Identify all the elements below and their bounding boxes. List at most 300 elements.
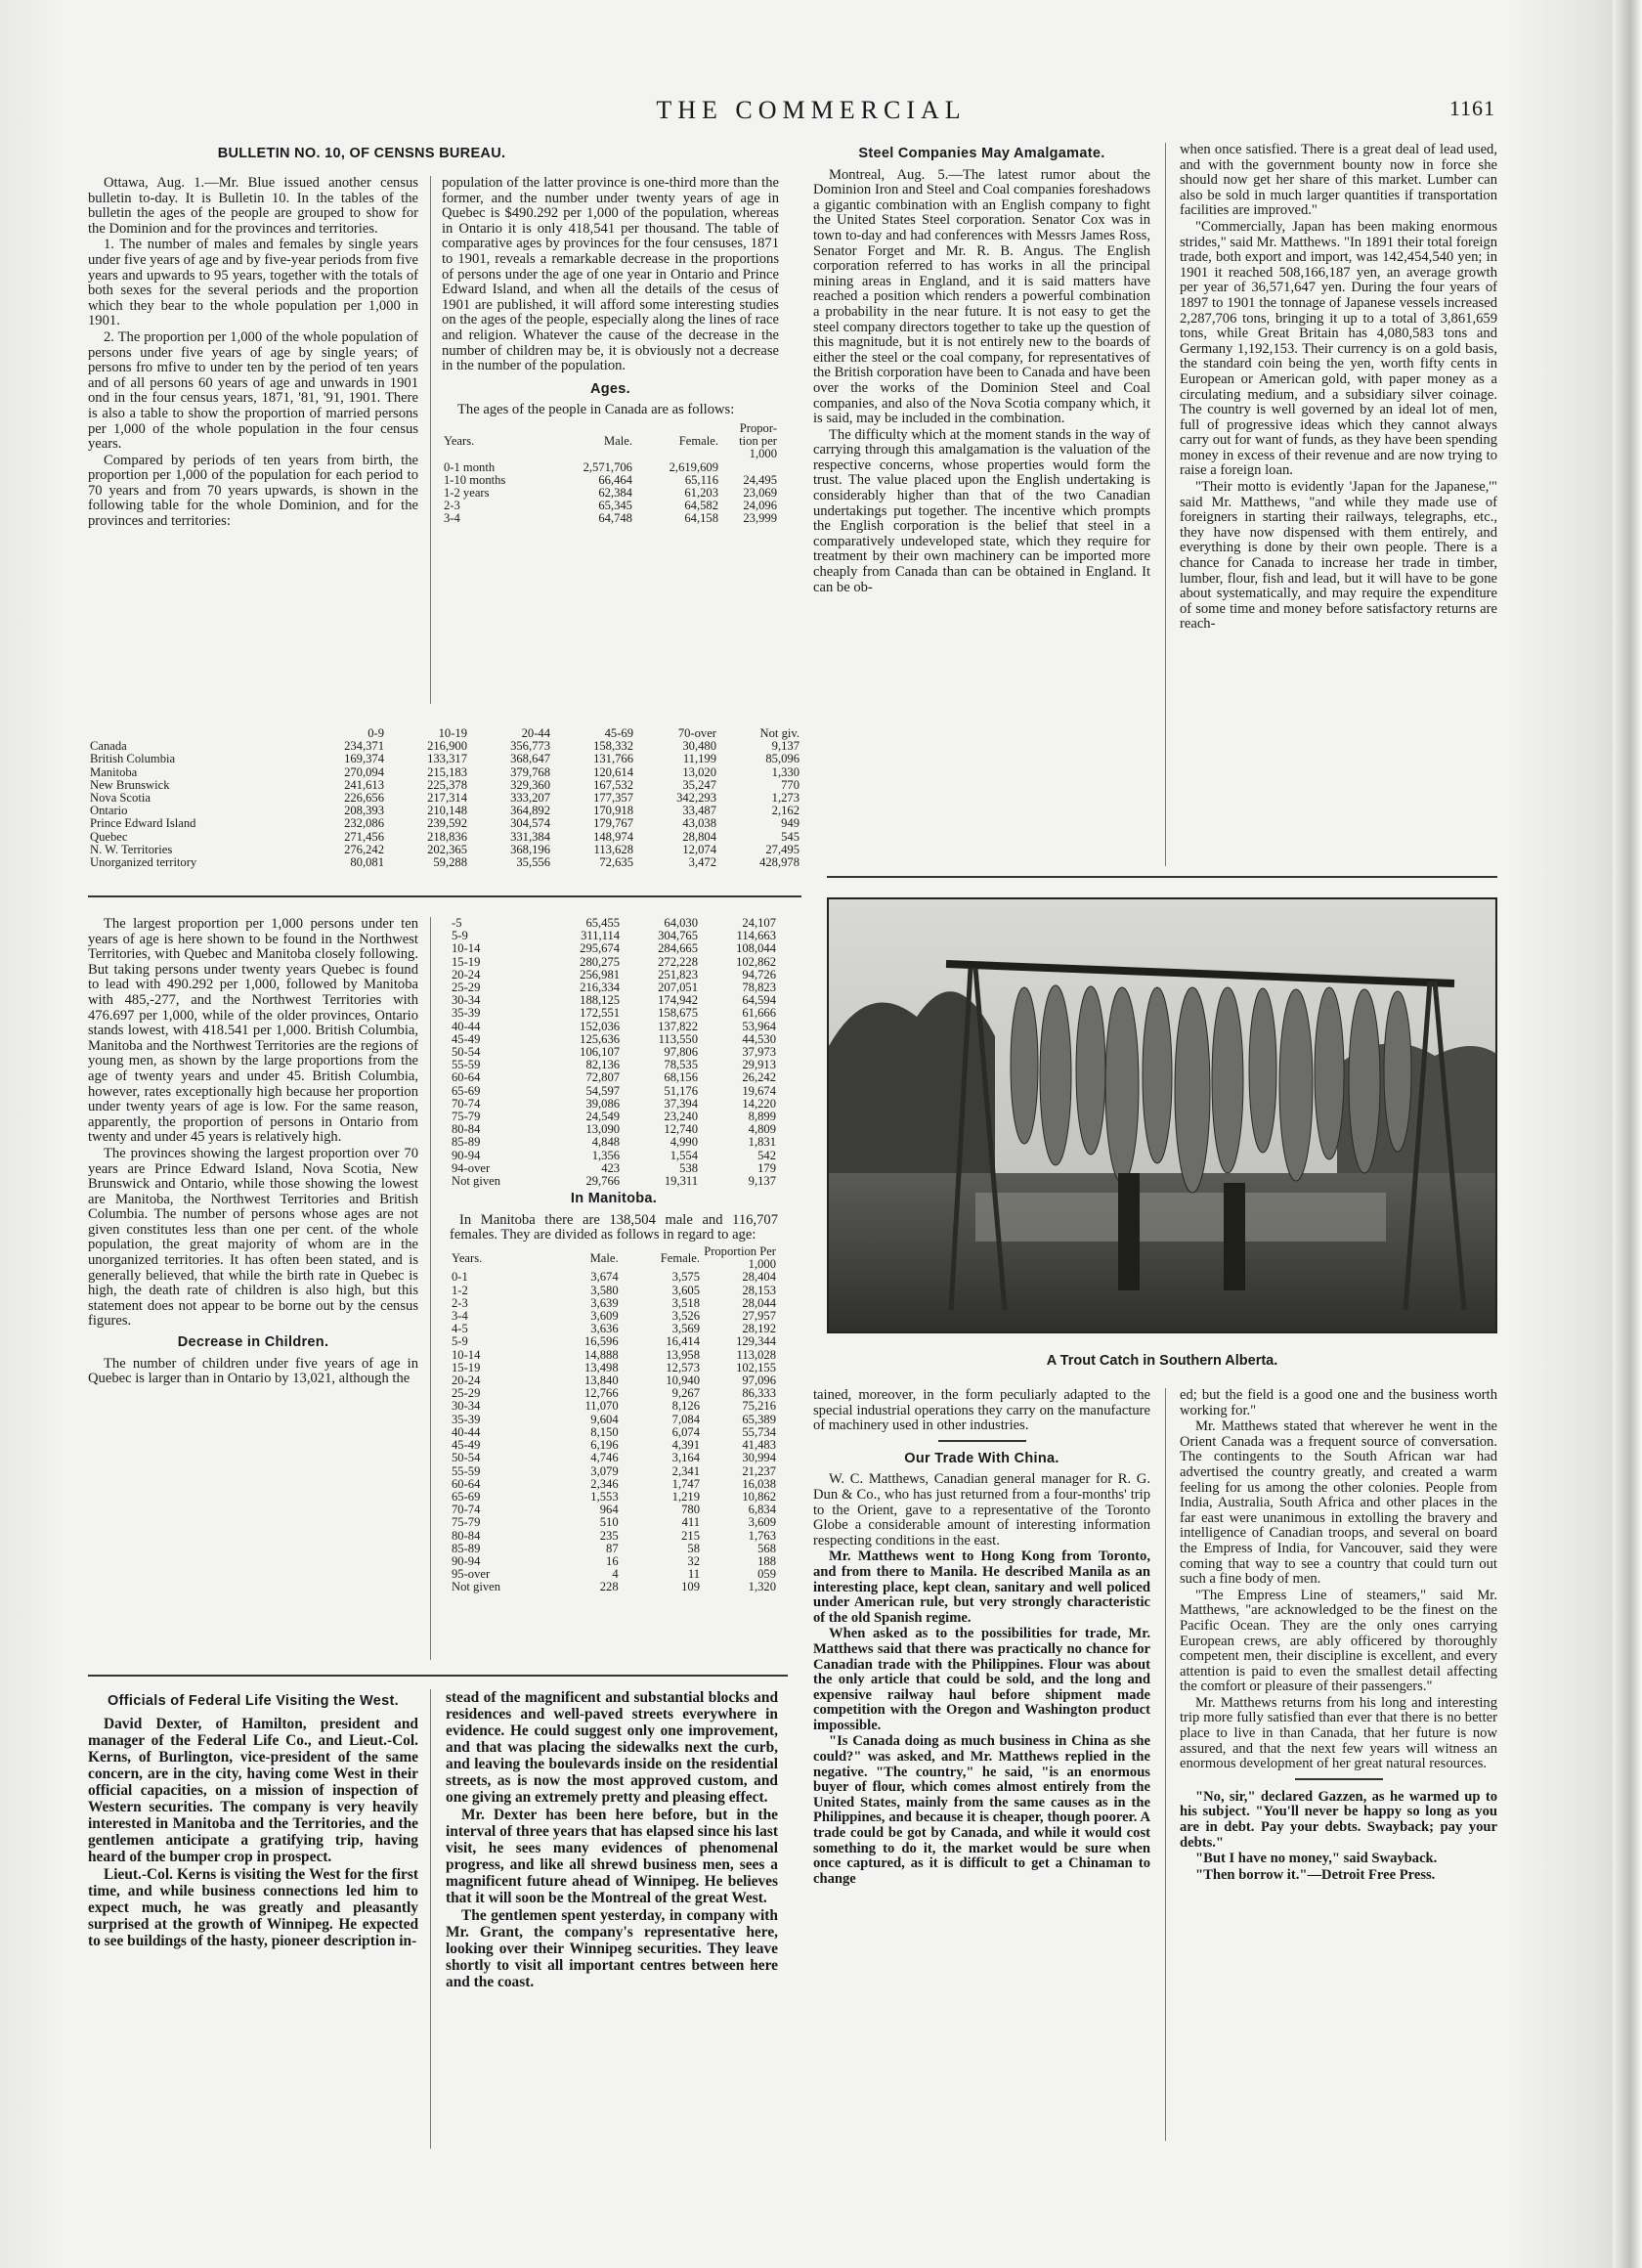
table-cell: 256,981 <box>580 967 621 981</box>
table-cell: 13,020 <box>682 764 716 779</box>
row-label: 45-49 <box>452 1031 481 1046</box>
table-cell: 11 <box>687 1567 700 1582</box>
table-cell: 27,495 <box>765 842 799 856</box>
table-cell: 234,371 <box>344 739 384 754</box>
table-cell: 13,090 <box>585 1122 621 1137</box>
row-label: 20-24 <box>452 1374 481 1388</box>
provinces-table <box>88 727 801 869</box>
table-cell: 2,571,706 <box>583 459 632 474</box>
column-header: 10-19 <box>438 726 467 740</box>
table-cell: 215 <box>681 1528 700 1543</box>
table-cell: 210,148 <box>427 804 467 818</box>
table-cell: 24,549 <box>585 1110 621 1124</box>
table-cell: 113,028 <box>736 1347 776 1362</box>
census-paragraph: 2. The proportion per 1,000 of the whole population of persons under five years of age by single years; of persons fro mfive to under ten by the period of ten years and of all persons 60 years of age and unwards in 1901 ond in the four census years, 1871, '81, '91, 1901. There is also a table to show the proportion of married persons per 1,000 of the whole population in the four census years. <box>88 328 418 453</box>
row-label: British Columbia <box>90 752 176 766</box>
table-cell: 37,394 <box>664 1096 699 1111</box>
table-cell: 32 <box>687 1553 700 1568</box>
column-header: 0-9 <box>367 726 384 740</box>
row-label: 35-39 <box>452 1006 481 1021</box>
table-row <box>450 1136 778 1149</box>
table-cell: 27,957 <box>742 1309 776 1324</box>
table-cell: 33,487 <box>682 804 716 818</box>
table-row <box>442 512 779 525</box>
table-cell: 3,526 <box>671 1309 700 1324</box>
table-header-row <box>450 1245 778 1271</box>
table-cell: 23,069 <box>743 485 777 500</box>
table-cell: 217,314 <box>427 791 467 806</box>
table-cell: 172,551 <box>580 1006 621 1021</box>
column-divider <box>430 1689 431 2149</box>
table-cell: 9,137 <box>748 1174 776 1189</box>
row-label: 10-14 <box>452 1347 481 1362</box>
column-header: 45-69 <box>604 726 633 740</box>
table-cell: 4,391 <box>671 1438 700 1453</box>
table-cell <box>720 461 779 474</box>
table-row <box>88 817 801 830</box>
column-divider <box>1165 143 1166 866</box>
census-column-1 <box>88 176 418 531</box>
table-cell: 13,840 <box>584 1374 619 1388</box>
table-cell: 225,378 <box>427 777 467 792</box>
table-cell: 65,345 <box>598 499 632 513</box>
table-cell: 66,464 <box>598 472 632 487</box>
table-cell: 169,374 <box>344 752 384 766</box>
row-label: 1-2 <box>452 1283 468 1297</box>
row-label: 1-2 years <box>444 485 490 500</box>
row-label: 1-10 months <box>444 472 506 487</box>
table-cell: 19,311 <box>664 1174 699 1189</box>
matthews-paragraph: "The Empress Line of steamers," said Mr. Matthews, "are acknowledged to be the finest on the Pacific Ocean. They are the only ones carrying European crews, are ably officered by thoroughly competent men, their discipline is excellent, and every attention is paid to even the smallest detail affecting the comfort or pleasure of their passengers." <box>1180 1587 1497 1695</box>
table-cell: 271,456 <box>344 829 384 844</box>
table-cell: 102,155 <box>736 1360 776 1374</box>
row-label: Nova Scotia <box>90 791 151 806</box>
row-label: 65-69 <box>452 1083 481 1098</box>
table-cell: 10,862 <box>742 1489 776 1504</box>
table-cell: 4 <box>612 1567 619 1582</box>
table-row <box>450 1478 778 1491</box>
table-row <box>450 1543 778 1555</box>
table-cell: 276,242 <box>344 842 384 856</box>
table-cell: 304,765 <box>658 929 699 943</box>
table-cell: 137,822 <box>658 1019 699 1033</box>
canada-ages-table <box>450 917 778 1188</box>
china-paragraph: "Is Canada doing as much business in China as she could?" was asked, and Mr. Matthews replied in the negative. "The country," he said, "is an enormous buyer of flour, which comes almost entirely from the United States, mainly from the same causes as in the Philippines, and because it is cheaper, though poorer. A trade could be got by Canada, and while it would cost something to do it, the market would be sure when once captured, as it is difficult to get a Chinaman to change <box>813 1733 1150 1887</box>
table-row <box>450 1175 778 1188</box>
table-row <box>450 1452 778 1464</box>
table-cell: 86,333 <box>742 1386 776 1401</box>
table-cell: 1,320 <box>748 1580 776 1594</box>
table-cell: 61,203 <box>684 485 718 500</box>
table-cell: 55,734 <box>742 1424 776 1439</box>
column-divider <box>1165 1388 1166 2141</box>
table-cell: 331,384 <box>510 829 550 844</box>
table-cell: 538 <box>679 1160 699 1175</box>
table-row <box>88 753 801 765</box>
row-label: 55-59 <box>452 1463 481 1478</box>
table-cell: 30,480 <box>682 739 716 754</box>
table-cell: 218,836 <box>427 829 467 844</box>
table-cell: 251,823 <box>658 967 699 981</box>
table-cell: 207,051 <box>658 981 699 995</box>
table-cell: 167,532 <box>593 777 633 792</box>
table-cell: 158,332 <box>593 739 633 754</box>
table-cell: 4,848 <box>591 1135 621 1150</box>
table-cell: 53,964 <box>742 1019 776 1033</box>
row-label: Quebec <box>90 829 128 844</box>
table-cell: 270,094 <box>344 764 384 779</box>
row-label: 50-54 <box>452 1045 481 1060</box>
table-cell: 235 <box>599 1528 619 1543</box>
table-cell: 356,773 <box>510 739 550 754</box>
table-row <box>450 1085 778 1098</box>
row-label: 30-34 <box>452 1399 481 1414</box>
table-cell: 43,038 <box>682 816 716 831</box>
table-row <box>450 1530 778 1543</box>
row-label: 94-over <box>452 1160 491 1175</box>
table-cell: 65,116 <box>684 472 718 487</box>
table-cell: 428,978 <box>759 855 799 870</box>
table-row <box>442 461 779 474</box>
table-cell: 11,070 <box>584 1399 619 1414</box>
row-label: 0-1 <box>452 1270 468 1285</box>
table-cell: 228 <box>599 1580 619 1594</box>
table-cell: 542 <box>757 1148 776 1162</box>
table-cell: 1,831 <box>748 1135 776 1150</box>
table-cell: 13,498 <box>584 1360 619 1374</box>
table-cell: 35,247 <box>682 777 716 792</box>
table-cell: 2,346 <box>590 1476 619 1491</box>
column-divider <box>430 176 431 704</box>
row-label: 45-49 <box>452 1438 481 1453</box>
row-label: 3-4 <box>452 1309 468 1324</box>
decrease-heading: Decrease in Children. <box>177 1334 329 1351</box>
matthews-paragraph: Mr. Matthews stated that wherever he went in the Orient Canada was a frequent source of conversation. The contingents to the South African war had advertised the country greatly, and created a warm feeling for us among the other colonies. People from India, Australia, South Africa and other places in the far east were unanimous in extolling the bravery and intelligence of Canadian troops, and several on board the Empress of India, for Vancouver, said they were coming that way to see a country that could turn out such a fine body of men. <box>1180 1418 1497 1588</box>
table-cell: 37,973 <box>742 1045 776 1060</box>
table-cell: 35,556 <box>516 855 550 870</box>
table-cell: 3,079 <box>590 1463 619 1478</box>
table-cell: 9,604 <box>590 1412 619 1426</box>
table-cell: 216,334 <box>580 981 621 995</box>
column-header: Years. <box>452 1250 483 1265</box>
census-paragraph: Compared by periods of ten years from birth, the proportion per 1,000 of the population for each period to 70 years and from 70 years upwards, is shown in the following table for the whole Dominion, and for the provinces and territories: <box>88 452 418 530</box>
steel-heading: Steel Companies May Amalgamate. <box>858 146 1105 161</box>
photo-caption: A Trout Catch in Southern Alberta. <box>1046 1353 1278 1369</box>
gazzen-paragraph: "Then borrow it."—Detroit Free Press. <box>1195 1866 1436 1883</box>
china-column <box>813 1388 1150 1888</box>
row-label: 90-94 <box>452 1148 481 1162</box>
table-cell: 97,096 <box>742 1374 776 1388</box>
row-label: 40-44 <box>452 1019 481 1033</box>
table-cell: 23,999 <box>743 511 777 526</box>
japan-paragraph: when once satisfied. There is a great deal of lead used, and with the government bounty now in force she should now get her share of this market. Lumber can also be sold in much larger quantities if transportation facilities are improved." <box>1180 142 1497 219</box>
table-cell: 174,942 <box>658 993 699 1008</box>
table-cell: 3,569 <box>671 1322 700 1336</box>
table-row <box>450 1516 778 1529</box>
table-cell: 125,636 <box>580 1031 621 1046</box>
census-paragraph: 1. The number of males and females by single years under five years of age and by five-year periods from five years and upwards to 95 years, together with the totals of both sexes for the several periods and the proportion which they bear to the whole population per 1,000 in 1901. <box>88 237 418 329</box>
section-rule <box>88 1675 788 1677</box>
table-cell: 58 <box>687 1541 700 1555</box>
china-paragraph: Mr. Matthews went to Hong Kong from Toronto, and from there to Manila. He described Manila as an interesting place, kept clean, sanitary and well policed under American rule, but very strongly characteristic of the old Spanish regime. <box>813 1548 1150 1626</box>
table-cell: 29,913 <box>742 1058 776 1072</box>
table-cell: 226,656 <box>344 791 384 806</box>
table-cell: 6,196 <box>590 1438 619 1453</box>
row-label: 5-9 <box>452 929 468 943</box>
table-row <box>450 956 778 969</box>
table-cell: 3,580 <box>590 1283 619 1297</box>
table-cell: 12,074 <box>682 842 716 856</box>
table-row <box>450 1414 778 1426</box>
section-rule <box>827 876 1497 878</box>
table-cell: 54,597 <box>585 1083 621 1098</box>
steel-continuation: tained, moreover, in the form peculiarly adapted to the special industrial operations they carry on the manufacture of machinery used in other industries. <box>813 1387 1150 1434</box>
ages-table <box>442 422 779 526</box>
table-row <box>442 474 779 487</box>
table-cell: 80,081 <box>350 855 384 870</box>
matthews-paragraph: ed; but the field is a good one and the business worth working for." <box>1180 1387 1497 1418</box>
row-label: 25-29 <box>452 1386 481 1401</box>
table-cell: 329,360 <box>510 777 550 792</box>
table-cell: 3,609 <box>590 1309 619 1324</box>
table-cell: 177,357 <box>593 791 633 806</box>
row-label: 5-9 <box>452 1334 468 1349</box>
table-cell: 2,341 <box>671 1463 700 1478</box>
table-cell: 179 <box>757 1160 776 1175</box>
row-label: 3-4 <box>444 511 460 526</box>
manitoba-intro: In Manitoba there are 138,504 male and 116,707 females. They are divided as follows in regard to age: <box>450 1211 778 1243</box>
table-cell: 23,240 <box>664 1110 699 1124</box>
table-cell: 4,746 <box>590 1451 619 1465</box>
table-cell: 131,766 <box>593 752 633 766</box>
table-cell: 62,384 <box>598 485 632 500</box>
row-label: N. W. Territories <box>90 842 173 856</box>
table-cell: 64,748 <box>598 511 632 526</box>
row-label: 65-69 <box>452 1489 481 1504</box>
china-heading: Our Trade With China. <box>904 1450 1059 1466</box>
table-cell: 114,663 <box>736 929 776 943</box>
japan-paragraph: "Commercially, Japan has been making enormous strides," said Mr. Matthews. "In 1891 their total foreign trade, both export and import, was 142,454,540 yen; in 1901 it reached 508,166,187 yen, an average growth per year of 36,571,647 yen. During the four years of 1897 to 1901 the tonnage of Japanese vessels increased 2,287,706 tons, bringing it up to a total of 3,861,659 tons, while Great Britain has 4,080,583 tons and Germany 1,192,153. Their currency is on a gold basis, the standard coin being the yen, worth fifty cents in European or American gold, with paper money as a circulating medium, and a subsidiary silver coinage. The country is well governed by an ideal lot of men, full of progressive ideas which they cannot always carry out for want of funds, as they have been spending money in excess of their revenue and are now trying to raise a foreign loan. <box>1180 218 1497 479</box>
table-cell: 4,990 <box>670 1135 699 1150</box>
table-cell: 72,807 <box>585 1070 621 1085</box>
table-cell: 964 <box>599 1503 619 1517</box>
census-paragraph: population of the latter province is one-third more than the former, and the number under twenty years of age in Quebec is $490.292 per 1,000 of the population, whereas in Ontario it is only 418,541 per thousand. The table of comparative ages by provinces for the four censuses, 1871 to 1901, reveals a remarkable decrease in the proportions of persons under the age of one year in Ontario and Prince Edward Island, and when all the details of the cesus of 1901 are published, it will afford some interesting studies on the ages of the people, especially along the lines of race and religion. Whatever the cause of the decrease in the number of children may be, it is obviously not a decrease in the number of the population. <box>442 175 779 374</box>
table-cell: 158,675 <box>658 1006 699 1021</box>
table-cell: 295,674 <box>580 941 621 956</box>
table-cell: 284,665 <box>658 941 699 956</box>
column-header: 20-44 <box>521 726 550 740</box>
table-cell: 3,636 <box>590 1322 619 1336</box>
column-header: Not giv. <box>759 726 799 740</box>
table-cell: 3,518 <box>671 1295 700 1310</box>
table-cell: 1,273 <box>771 791 799 806</box>
table-cell: 94,726 <box>742 967 776 981</box>
steel-column <box>813 143 1150 596</box>
table-cell: 3,472 <box>688 855 716 870</box>
table-cell: 6,074 <box>671 1424 700 1439</box>
column-divider <box>430 917 431 1660</box>
table-row <box>450 1007 778 1020</box>
photo-illustration <box>829 899 1497 1333</box>
table-cell: 28,404 <box>742 1270 776 1285</box>
table-cell: 65,389 <box>742 1412 776 1426</box>
ages-intro: The ages of the people in Canada are as follows: <box>457 402 735 418</box>
table-cell: 2,162 <box>771 804 799 818</box>
proportion-column <box>88 917 418 1388</box>
table-cell: 51,176 <box>664 1083 699 1098</box>
table-cell: 44,530 <box>742 1031 776 1046</box>
article-separator <box>938 1440 1026 1442</box>
table-cell: 780 <box>681 1503 700 1517</box>
table-cell: 949 <box>781 816 799 831</box>
table-cell: 14,220 <box>742 1096 776 1111</box>
table-cell: 4,809 <box>748 1122 776 1137</box>
row-label: 0-1 month <box>444 459 496 474</box>
census-heading: BULLETIN NO. 10, OF CENSNS BUREAU. <box>217 146 506 161</box>
table-cell: 239,592 <box>427 816 467 831</box>
table-cell: 68,156 <box>664 1070 699 1085</box>
steel-paragraph: Montreal, Aug. 5.—The latest rumor about the Dominion Iron and Steel and Coal companies foreshadows a gigantic combination with an English company to fight the United States Steel corporation. Senator Cox was in town to-day and had conferences with Messrs James Ross, Senator Forget and Mr. R. B. Angus. The English corporation referred to has works in all the principal mining areas in England, and it is said matters have reached a position which renders a powerful combination a probability in the near future. It is not easy to get the steel company directors together to take up the question of this magnitude, but it is not entirely new to the boards of either the steel or the coal company, for representatives of the British corporation have been to Canada and have been over the works of the Dominion Steel and Coal companies, and also of the Nova Scotia company which, it is said, may be included in the combination. <box>813 166 1150 427</box>
section-rule <box>88 895 801 897</box>
table-cell: 64,030 <box>664 916 699 930</box>
row-label: New Brunswick <box>90 777 170 792</box>
table-cell: 8,899 <box>748 1110 776 1124</box>
table-cell: 215,183 <box>427 764 467 779</box>
table-cell: 8,150 <box>590 1424 619 1439</box>
federal-paragraph: Lieut.-Col. Kerns is visiting the West for the first time, and while business connections led him to expect much, he was greatly and pleasantly surprised at the growth of Winnipeg. He expected to see buildings of the hasty, pioneer description in- <box>88 1866 418 1949</box>
row-label: Ontario <box>90 804 128 818</box>
masthead-title: THE COMMERCIAL <box>656 96 967 124</box>
ages-heading: Ages. <box>590 380 630 397</box>
row-label: 75-79 <box>452 1515 481 1530</box>
row-label: 40-44 <box>452 1424 481 1439</box>
federal-heading: Officials of Federal Life Visiting the West. <box>108 1693 399 1709</box>
gazzen-paragraph: "But I have no money," said Swayback. <box>1195 1851 1438 1867</box>
table-cell: 87 <box>606 1541 619 1555</box>
table-cell: 568 <box>757 1541 776 1555</box>
table-cell: 148,974 <box>593 829 633 844</box>
table-cell: 9,267 <box>671 1386 700 1401</box>
table-cell: 423 <box>601 1160 621 1175</box>
table-cell: 179,767 <box>593 816 633 831</box>
row-label: 70-74 <box>452 1503 481 1517</box>
proportion-paragraph: The largest proportion per 1,000 persons under ten years of age is here shown to be found in the Northwest Territories, with Quebec and Manitoba closely following. But taking persons under twenty years Quebec is found to lead with 490.292 per 1,000, followed by Manitoba with 485,-277, and the Northwest Territories with 476.697 per 1,000, while of the older provinces, Ontario stands lowest, with 418.541 per 1,000. British Columbia, Manitoba and the Northwest Territories are the regions of young men, as shown by the large proportions from the age of twenty years and under 45. British Columbia, however, rates exceptionally high because her proportion under twenty years of age is low. For the same reason, apparently, the proportion of persons in Ontario from twenty and under 45 years is relatively high. <box>88 916 418 1146</box>
row-label: 30-34 <box>452 993 481 1008</box>
table-cell: 304,574 <box>510 816 550 831</box>
japan-paragraph: "Their motto is evidently 'Japan for the Japanese,'" said Mr. Matthews, "and while they made use of foreigners in starting their railways, telegraphs, etc., they have now dispensed with them entirely, and everything is done by their own people. There is a chance for Canada to increase her trade in timber, lumber, flour, fish and lead, but it will have to be gone about systematically, and may require the expenditure of some time and money before satisfactory returns are reach- <box>1180 479 1497 632</box>
row-label: 95-over <box>452 1567 491 1582</box>
last-column <box>1180 1388 1497 1884</box>
table-cell: 1,554 <box>670 1148 699 1162</box>
row-label: Not given <box>452 1580 501 1594</box>
table-cell: 120,614 <box>593 764 633 779</box>
manitoba-table <box>450 1245 778 1593</box>
table-cell: 64,594 <box>742 993 776 1008</box>
table-cell: 510 <box>599 1515 619 1530</box>
table-row <box>450 942 778 955</box>
table-cell: 64,582 <box>684 499 718 513</box>
row-label: 80-84 <box>452 1122 481 1137</box>
federal-column-2 <box>446 1689 778 1991</box>
china-paragraph: When asked as to the possibilities for trade, Mr. Matthews said that there was practically no chance for Canadian trade with the Philippines. Flour was about the only article that could be sold, and the long and expensive railway haul before shipment made competition with the Oregon and Washington product impossible. <box>813 1626 1150 1733</box>
table-cell: 78,823 <box>742 981 776 995</box>
table-cell: 30,994 <box>742 1451 776 1465</box>
table-cell: 208,393 <box>344 804 384 818</box>
table-cell: 216,900 <box>427 739 467 754</box>
table-cell: 24,495 <box>743 472 777 487</box>
page-number: 1161 <box>1448 96 1495 120</box>
table-cell: 333,207 <box>510 791 550 806</box>
column-header: Male. <box>603 434 632 449</box>
table-cell: 9,137 <box>771 739 799 754</box>
table-cell: 3,609 <box>748 1515 776 1530</box>
row-label: 85-89 <box>452 1135 481 1150</box>
table-cell: 12,573 <box>666 1360 700 1374</box>
table-cell: 8,126 <box>671 1399 700 1414</box>
table-cell: 113,628 <box>593 842 633 856</box>
column-header: Proportion Per 1,000 <box>704 1244 776 1272</box>
table-cell: 059 <box>757 1567 776 1582</box>
manitoba-heading: In Manitoba. <box>570 1191 658 1207</box>
table-cell: 19,674 <box>742 1083 776 1098</box>
proportion-paragraph: The provinces showing the largest proportion over 70 years are Prince Edward Island, Nova Scotia, New Brunswick and Ontario, while those showing the lowest are Manitoba, the Northwest Territories and British Columbia. The number of persons whose ages are not given constitutes less than one per cent. of the whole population, the great majority of whom are in the unorganized territories. It has often been stated, and is generally believed, that while the birth rate in Quebec is high, the death rate of children is also high, but this statement does not appear to be borne out by the census figures. <box>88 1145 418 1330</box>
table-cell: 75,216 <box>742 1399 776 1414</box>
table-cell: 368,647 <box>510 752 550 766</box>
table-row <box>450 1581 778 1593</box>
table-row <box>88 766 801 779</box>
table-cell: 280,275 <box>580 954 621 969</box>
row-label: 90-94 <box>452 1553 481 1568</box>
table-cell: 133,317 <box>427 752 467 766</box>
table-cell: 3,639 <box>590 1295 619 1310</box>
table-cell: 241,613 <box>344 777 384 792</box>
trout-catch-photo <box>827 897 1497 1333</box>
table-cell: 1,330 <box>771 764 799 779</box>
row-label: Prince Edward Island <box>90 816 196 831</box>
table-cell: 170,918 <box>593 804 633 818</box>
row-label: 85-89 <box>452 1541 481 1555</box>
table-cell: 39,086 <box>585 1096 621 1111</box>
table-cell: 28,192 <box>742 1322 776 1336</box>
table-cell: 1,553 <box>590 1489 619 1504</box>
table-header-row <box>442 422 779 461</box>
row-label: 2-3 <box>452 1295 468 1310</box>
table-cell: 770 <box>781 777 799 792</box>
table-cell: 3,164 <box>671 1451 700 1465</box>
table-cell: 16 <box>606 1553 619 1568</box>
table-row <box>450 1335 778 1348</box>
census-paragraph: Ottawa, Aug. 1.—Mr. Blue issued another census bulletin to-day. It is Bulletin 10. In the tables of the bulletin the ages of the people are grouped to show for the Dominion and for the provinces and territories. <box>88 175 418 237</box>
table-row <box>88 831 801 844</box>
row-label: Not given <box>452 1174 501 1189</box>
table-cell: 3,605 <box>671 1283 700 1297</box>
china-paragraph: W. C. Matthews, Canadian general manager for R. G. Dun & Co., who has just returned from a four-months' trip to the Orient, gave to a representative of the Toronto Globe a considerable amount of interesting information respecting conditions in the east. <box>813 1471 1150 1548</box>
column-header: Female. <box>660 1250 700 1265</box>
gazzen-paragraph: "No, sir," declared Gazzen, as he warmed up to his subject. "You'll never be happy so long as you are in debt. Pay your debts. Swayback; pay your debts." <box>1180 1788 1497 1851</box>
table-cell: 16,596 <box>584 1334 619 1349</box>
ages-detail-column <box>450 917 778 1594</box>
table-row <box>450 1271 778 1284</box>
federal-paragraph: The gentlemen spent yesterday, in company with Mr. Grant, the company's representative here, looking over their Winnipeg securities. They leave shortly to visit all important centres between here and the coast. <box>446 1907 778 1990</box>
column-header: 70-over <box>677 726 716 740</box>
table-cell: 29,766 <box>585 1174 621 1189</box>
row-label: 2-3 <box>444 499 460 513</box>
column-header: Female. <box>678 434 718 449</box>
table-cell: 311,114 <box>581 929 621 943</box>
table-row <box>450 1285 778 1297</box>
steel-paragraph: The difficulty which at the moment stands in the way of carrying through this amalgamation is the valuation of the respective concerns, whose properties would form the trust. The value placed upon the English undertaking is considerably higher than that of the two Canadian undertakings put together. The incentive which prompts the English corporation is the belief that steel in a comparatively undeveloped state, which they require for treatment by their own machinery can be imported more cheaply from Canada than can be obtained in England. It can be ob- <box>813 426 1150 595</box>
census-heading-block <box>88 143 635 168</box>
